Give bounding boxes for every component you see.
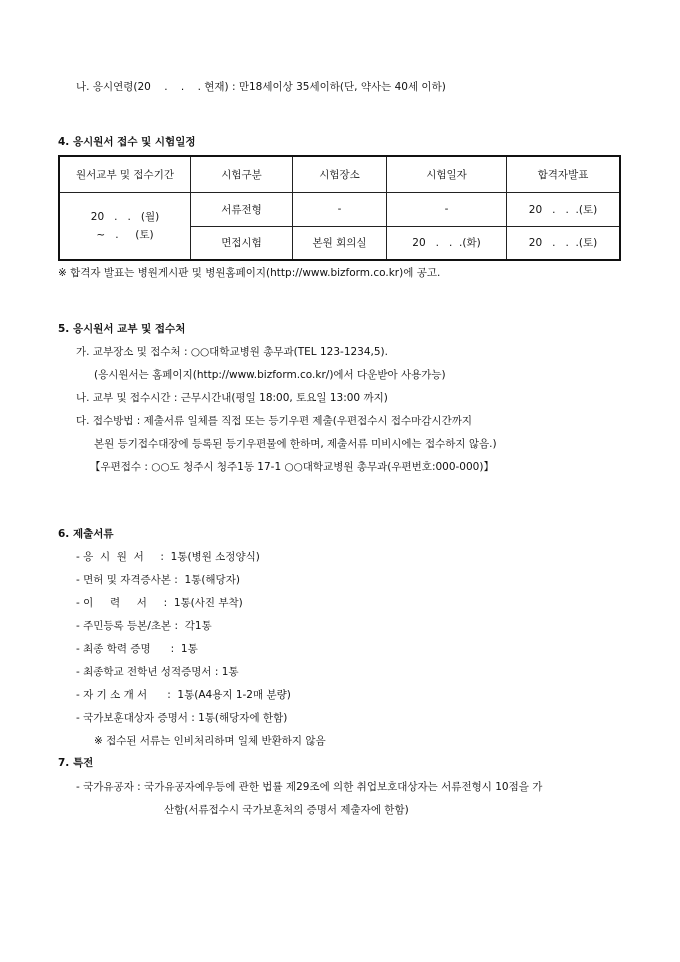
header-result: 합격자발표 xyxy=(507,156,621,192)
row-date: 20 . . .(화) xyxy=(387,226,507,260)
period-cell xyxy=(59,192,191,260)
row-type: 서류전형 xyxy=(191,192,293,226)
section-5-postal-line: 【우편접수 : ○○도 청주시 청주1동 17-1 ○○대학교병원 총무과(우편번호:000-000)】 xyxy=(90,461,494,473)
document-item: - 최종 학력 증명 : 1통 xyxy=(76,643,198,655)
row-date: - xyxy=(387,192,507,226)
section-5-line-3: 나. 교부 및 접수시간 : 근무시간내(평일 18:00, 토요일 13:00 까지) xyxy=(76,392,388,404)
documents-note: ※ 접수된 서류는 인비처리하며 일체 반환하지 않음 xyxy=(94,735,326,747)
document-item: - 이 력 서 : 1통(사진 부착) xyxy=(76,597,243,609)
section-5-line-1: 가. 교부장소 및 접수처 : ○○대학교병원 총무과(TEL 123-1234,5). xyxy=(76,346,388,358)
document-item: - 주민등록 등본/초본 : 각1통 xyxy=(76,620,212,632)
section-5-line-5: 본원 등기접수대장에 등록된 등기우편물에 한하며, 제출서류 미비시에는 접수하지 않음.) xyxy=(94,438,497,450)
header-type: 시험구분 xyxy=(191,156,293,192)
period-line-2: ~ . (토) xyxy=(96,228,154,241)
row-result: 20 . . .(토) xyxy=(507,226,621,260)
period-line-1: 20 . . (월) xyxy=(90,210,160,223)
document-item: - 응 시 원 서 : 1통(병원 소정양식) xyxy=(76,551,260,563)
document-item: - 최종학교 전학년 성적증명서 : 1통 xyxy=(76,666,239,678)
document-item: - 국가보훈대상자 증명서 : 1통(해당자에 한함) xyxy=(76,712,288,724)
section-7-line-2: 산함(서류접수시 국가보훈처의 증명서 제출자에 한함) xyxy=(164,804,409,816)
section-5-line-2: (응시원서는 홈페이지(http://www.bizform.co.kr/)에서 다운받아 사용가능) xyxy=(94,369,446,381)
header-place: 시험장소 xyxy=(293,156,387,192)
section-5-title: 5. 응시원서 교부 및 접수처 xyxy=(58,323,186,335)
row-result: 20 . . .(토) xyxy=(507,192,621,226)
schedule-table xyxy=(58,155,621,261)
row-place: 본원 회의실 xyxy=(293,226,387,260)
section-5-line-4: 다. 접수방법 : 제출서류 일체를 직접 또는 등기우편 제출(우편접수시 접수마감시간까지 xyxy=(76,415,473,427)
row-type: 면접시험 xyxy=(191,226,293,260)
section-6-title: 6. 제출서류 xyxy=(58,528,114,540)
header-period: 원서교부 및 접수기간 xyxy=(59,156,191,192)
section-7-line-1: - 국가유공자 : 국가유공자예우등에 관한 법률 제29조에 의한 취업보호대상자는 서류전형시 10점을 가 xyxy=(76,781,543,793)
section-4-title: 4. 응시원서 접수 및 시험일정 xyxy=(58,136,196,148)
section-7-title: 7. 특전 xyxy=(58,757,94,769)
age-requirement-line: 나. 응시연령(20 . . . 현재) : 만18세이상 35세이하(단, 약사는 40세 이하) xyxy=(76,81,446,93)
document-item: - 면허 및 자격증사본 : 1통(해당자) xyxy=(76,574,240,586)
row-place: - xyxy=(293,192,387,226)
document-item: - 자 기 소 개 서 : 1통(A4용지 1-2매 분량) xyxy=(76,689,291,701)
announcement-note: ※ 합격자 발표는 병원게시판 및 병원홈페이지(http://www.bizform.co.kr)에 공고. xyxy=(58,267,441,279)
header-date: 시험일자 xyxy=(387,156,507,192)
